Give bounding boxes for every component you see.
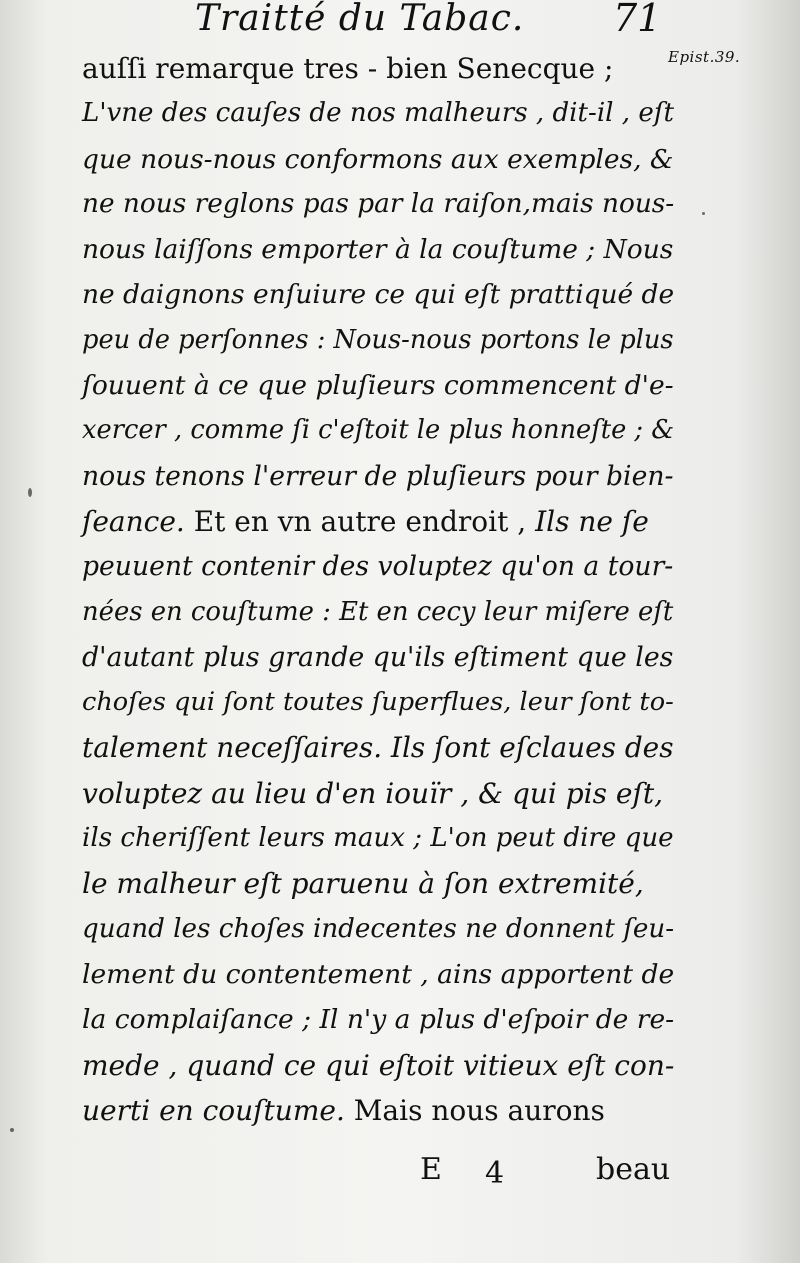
running-header bbox=[195, 0, 662, 44]
text-segment: mede , quand ce qui eſtoit vitieux eſt con- bbox=[82, 1048, 675, 1082]
ink-spot bbox=[28, 488, 32, 497]
text-line bbox=[82, 46, 672, 91]
text-line bbox=[82, 997, 675, 1042]
text-line bbox=[82, 952, 675, 997]
text-segment: nées en couſtume : Et en cecy leur miſere eſt bbox=[82, 596, 674, 627]
text-segment: d'autant plus grande qu'ils eſtiment que les bbox=[82, 641, 674, 673]
text-segment: peuuent contenir des voluptez qu'on a tour- bbox=[82, 551, 674, 583]
page-footer bbox=[0, 1152, 800, 1212]
text-line bbox=[82, 635, 672, 680]
text-segment: voluptez au lieu d'en iouïr , & qui pis eſt, bbox=[82, 776, 663, 810]
text-segment: la complaiſance ; Il n'y a plus d'eſpoir de re- bbox=[82, 1004, 675, 1036]
text-segment: ne nous reglons pas par la raiſon,mais nous- bbox=[82, 188, 675, 219]
signature-number: 4 bbox=[485, 1156, 505, 1191]
text-line bbox=[82, 91, 672, 136]
text-segment: le malheur eſt paruenu à ſon extremité, bbox=[82, 867, 644, 901]
text-line bbox=[82, 590, 672, 635]
signature-mark: E bbox=[420, 1152, 442, 1187]
text-segment: nous tenons l'erreur de pluſieurs pour bien- bbox=[82, 460, 674, 492]
text-line bbox=[82, 454, 672, 499]
text-segment: quand les choſes indecentes ne donnent ſeu- bbox=[82, 913, 675, 944]
margin-note: Epist.39. bbox=[668, 48, 741, 66]
text-segment: lement du contentement , ains apportent de bbox=[82, 958, 675, 990]
body-text bbox=[82, 46, 675, 1133]
text-segment: Ils ne ſe bbox=[535, 504, 649, 538]
text-segment: ils cheriſſent leurs maux ; L'on peut dire que bbox=[82, 823, 674, 854]
text-line bbox=[82, 725, 672, 770]
text-segment: auſſi remarque tres - bien Senecque ; bbox=[82, 52, 614, 85]
text-line bbox=[82, 499, 672, 544]
catchword: beau bbox=[596, 1152, 671, 1187]
text-segment: xercer , comme ſi c'eſtoit le plus honneſte ; & bbox=[82, 415, 675, 446]
text-line bbox=[82, 182, 675, 227]
text-line bbox=[82, 1043, 675, 1088]
text-segment: choſes qui ſont toutes ſuperflues, leur ſont to- bbox=[82, 687, 674, 718]
text-line bbox=[82, 544, 672, 589]
text-segment: Et en vn autre endroit , bbox=[184, 504, 536, 538]
text-segment: talement neceſſaires. Ils ſont eſclaues des bbox=[82, 731, 674, 765]
text-line bbox=[82, 408, 675, 453]
running-title: Traitté du Tabac. bbox=[195, 0, 525, 39]
text-segment: L'vne des cauſes de nos malheurs , dit-il , eſt bbox=[82, 98, 674, 129]
ink-spot bbox=[702, 212, 705, 215]
text-line bbox=[82, 227, 672, 272]
text-segment: Mais nous aurons bbox=[344, 1093, 605, 1127]
text-line bbox=[82, 861, 672, 906]
ink-spot bbox=[10, 1128, 14, 1132]
text-line bbox=[82, 816, 672, 861]
text-line bbox=[82, 137, 672, 182]
text-segment: que nous-nous conformons aux exemples, & bbox=[82, 143, 674, 175]
text-line bbox=[82, 1088, 672, 1133]
text-segment: uerti en couſtume. bbox=[82, 1093, 345, 1127]
text-segment: peu de perſonnes : Nous-nous portons le plus bbox=[82, 324, 674, 355]
text-segment: ſouuent à ce que pluſieurs commencent d'e- bbox=[82, 370, 674, 402]
text-segment: ſeance. bbox=[82, 504, 185, 538]
text-line bbox=[82, 771, 672, 816]
text-segment: ne daignons enſuiure ce qui eſt prattiqué de bbox=[82, 279, 675, 311]
text-line bbox=[82, 272, 675, 317]
text-line bbox=[82, 907, 675, 952]
text-line bbox=[82, 680, 672, 725]
text-segment: nous laiſſons emporter à la couſtume ; Nous bbox=[82, 234, 674, 266]
text-line bbox=[82, 318, 672, 363]
page-number: 71 bbox=[613, 0, 662, 40]
text-line bbox=[82, 363, 672, 408]
